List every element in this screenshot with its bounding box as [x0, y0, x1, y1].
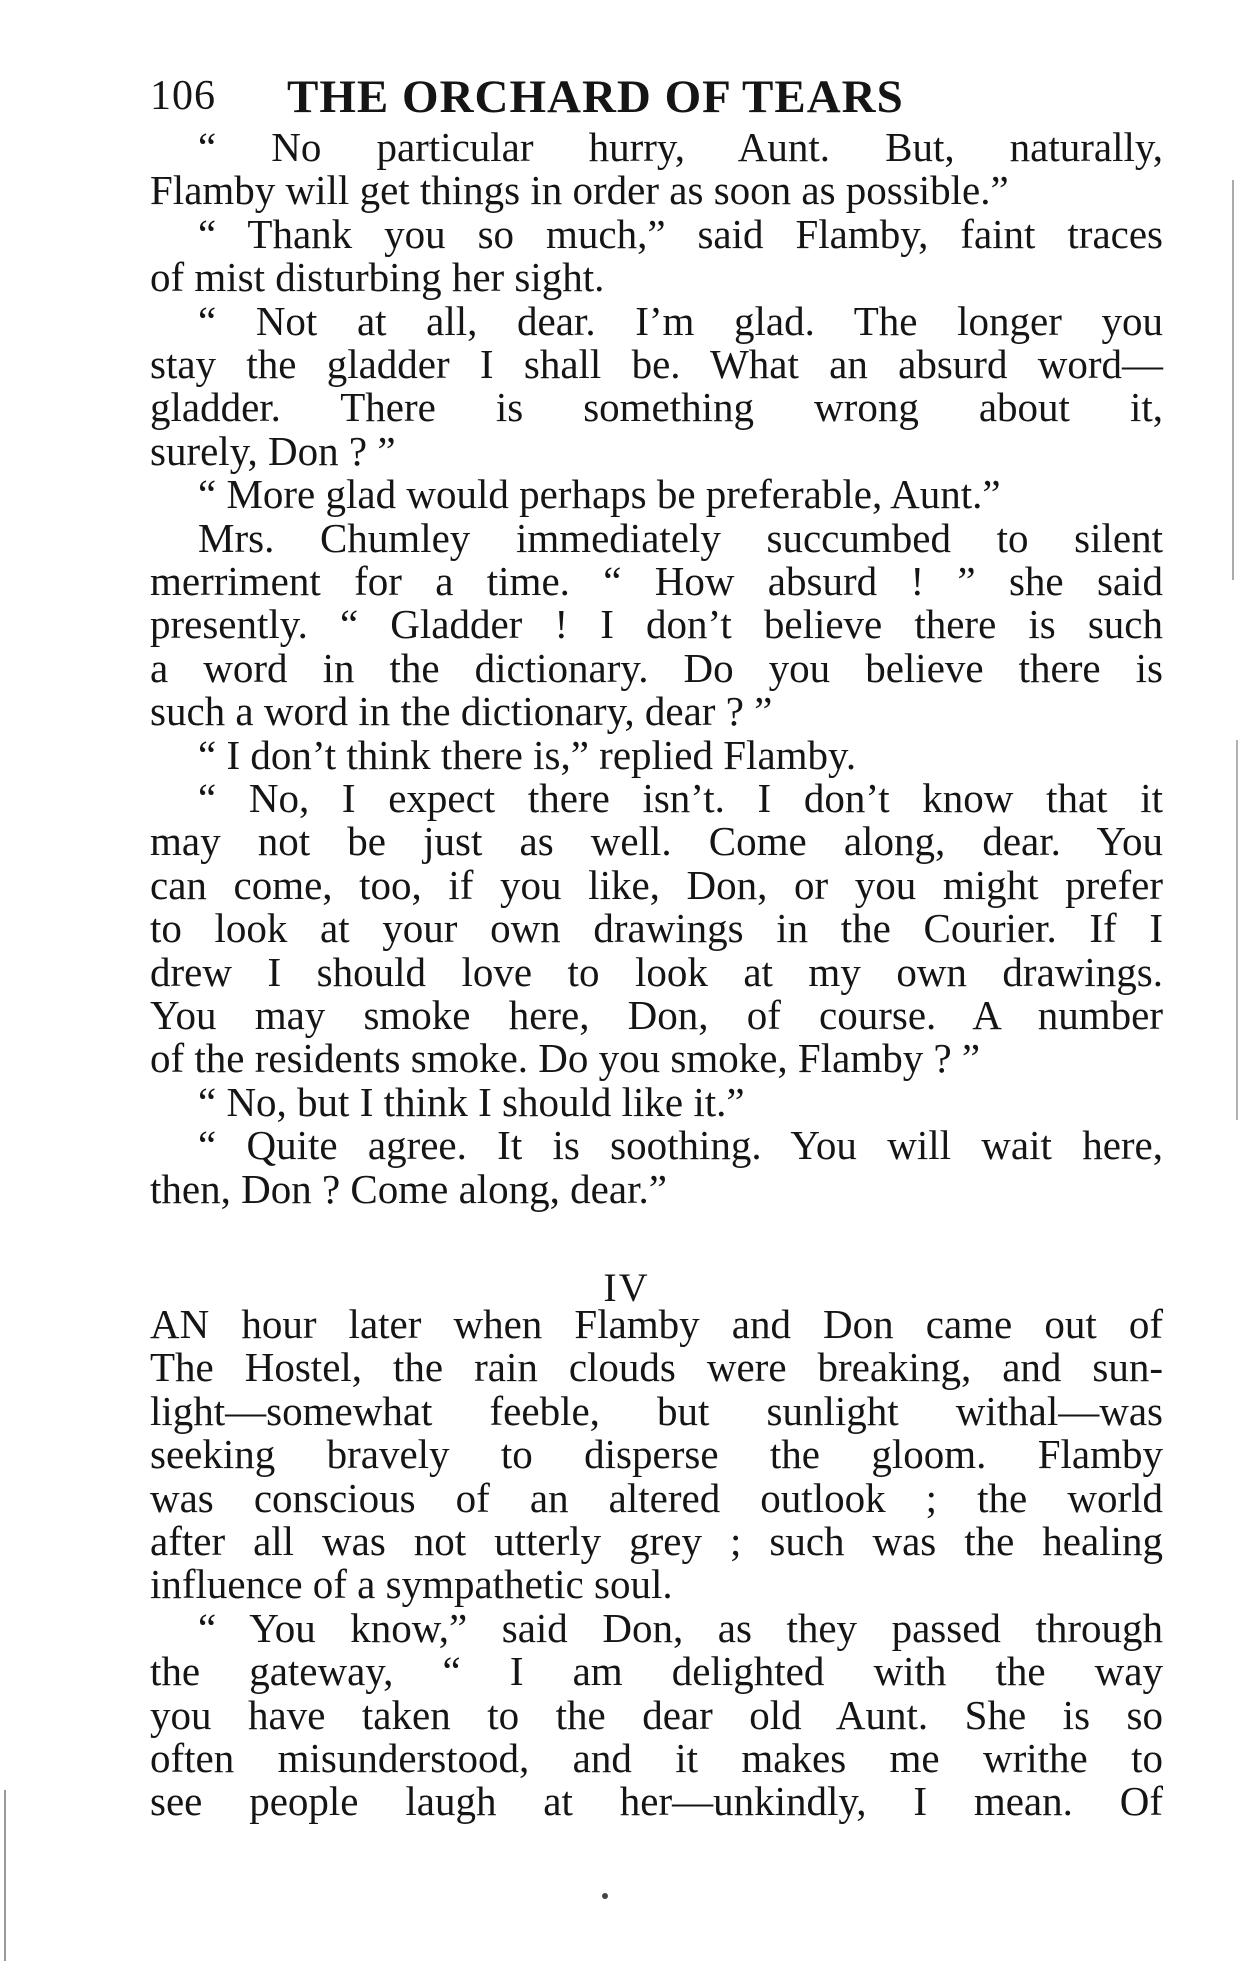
- running-title: THE ORCHARD OF TEARS: [287, 71, 904, 123]
- text-line: “ Not at all, dear. I’m glad. The longer you: [198, 298, 1163, 344]
- text-line: Flamby will get things in order as soon as possible.”: [150, 167, 1009, 213]
- text-line: gladder. There is something wrong about it,: [150, 384, 1163, 430]
- text-line: may not be just as well. Come along, dear. You: [150, 818, 1163, 864]
- text-line: “ No particular hurry, Aunt. But, naturally,: [198, 124, 1163, 170]
- text-line: AN hour later when Flamby and Don came out of: [150, 1301, 1163, 1347]
- scan-edge-line: [4, 1790, 6, 1961]
- text-line: “ Thank you so much,” said Flamby, faint traces: [198, 211, 1163, 257]
- text-line: seeking bravely to disperse the gloom. Flamby: [150, 1431, 1163, 1477]
- text-line: presently. “ Gladder ! I don’t believe there is such: [150, 601, 1163, 647]
- text-line: “ Quite agree. It is soothing. You will wait here,: [198, 1122, 1163, 1168]
- text-line: “ More glad would perhaps be preferable, Aunt.”: [198, 471, 1001, 517]
- text-line: drew I should love to look at my own drawings.: [150, 949, 1163, 995]
- text-line: You may smoke here, Don, of course. A number: [150, 992, 1163, 1038]
- text-line: of mist disturbing her sight.: [150, 254, 605, 300]
- scan-edge-line: [1236, 740, 1238, 1120]
- page-header: [150, 70, 1170, 130]
- text-line: “ No, I expect there isn’t. I don’t know that it: [198, 775, 1163, 821]
- scan-edge-line: [1232, 180, 1234, 580]
- text-line: “ I don’t think there is,” replied Flamby.: [198, 732, 857, 778]
- text-line: the gateway, “ I am delighted with the way: [150, 1648, 1163, 1694]
- text-line: Mrs. Chumley immediately succumbed to silent: [198, 515, 1163, 561]
- text-line: can come, too, if you like, Don, or you might prefer: [150, 862, 1163, 908]
- text-line: stay the gladder I shall be. What an absurd word—: [150, 341, 1163, 387]
- text-line: merriment for a time. “ How absurd ! ” she said: [150, 558, 1163, 604]
- text-line: surely, Don ? ”: [150, 428, 396, 474]
- text-line: such a word in the dictionary, dear ? ”: [150, 688, 773, 734]
- page-number: 106: [150, 73, 216, 119]
- text-line: “ You know,” said Don, as they passed through: [198, 1605, 1163, 1651]
- text-line: a word in the dictionary. Do you believe there is: [150, 645, 1163, 691]
- text-line: influence of a sympathetic soul.: [150, 1561, 673, 1607]
- text-line: often misunderstood, and it makes me writhe to: [150, 1735, 1163, 1781]
- text-line: was conscious of an altered outlook ; the world: [150, 1475, 1163, 1521]
- text-line: light—somewhat feeble, but sunlight withal—was: [150, 1388, 1163, 1434]
- text-line: you have taken to the dear old Aunt. She is so: [150, 1692, 1163, 1738]
- text-line: of the residents smoke. Do you smoke, Flamby ? ”: [150, 1035, 981, 1081]
- section-heading: IV: [603, 1265, 650, 1310]
- text-line: see people laugh at her—unkindly, I mean. Of: [150, 1778, 1163, 1824]
- text-line: after all was not utterly grey ; such was the healing: [150, 1518, 1163, 1564]
- text-line: to look at your own drawings in the Courier. If I: [150, 905, 1163, 951]
- scan-speck: [602, 1893, 608, 1899]
- text-line: “ No, but I think I should like it.”: [198, 1079, 745, 1125]
- text-line: then, Don ? Come along, dear.”: [150, 1166, 667, 1212]
- text-line: The Hostel, the rain clouds were breaking, and sun-: [150, 1344, 1163, 1390]
